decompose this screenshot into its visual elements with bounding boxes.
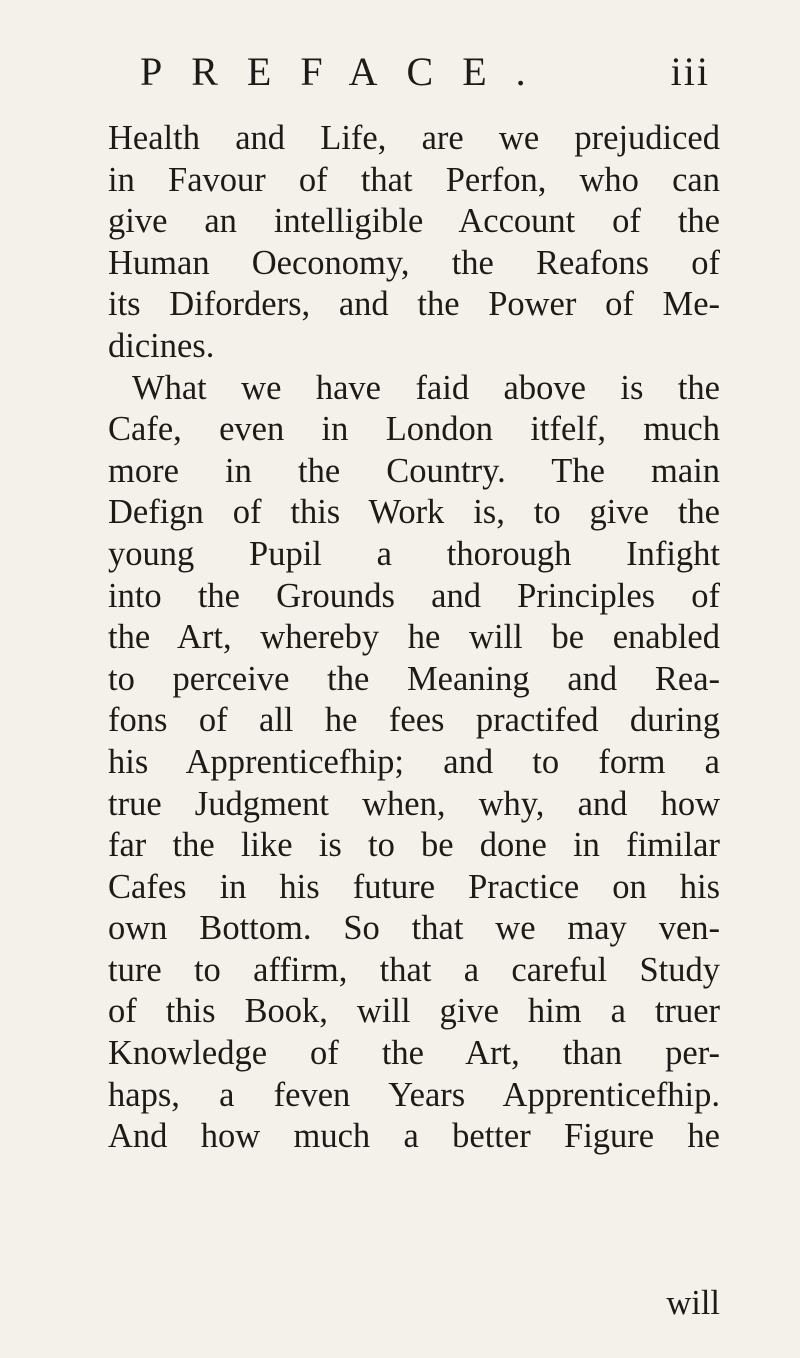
text-line: true Judgment when, why, and how bbox=[108, 784, 720, 823]
text-line: Cafes in his future Practice on his bbox=[108, 867, 720, 906]
text-line: What we have faid above is the bbox=[132, 368, 720, 407]
text-line: dicines. bbox=[108, 326, 215, 365]
text-line: Defign of this Work is, to give the bbox=[108, 493, 720, 532]
text-line: Knowledge of the Art, than per- bbox=[108, 1034, 720, 1073]
text-line: Human Oeconomy, the Reafons of bbox=[108, 243, 720, 282]
text-line: in Favour of that Perfon, who can bbox=[108, 160, 720, 199]
text-line: And how much a better Figure he bbox=[108, 1117, 720, 1156]
text-line: of this Book, will give him a truer bbox=[108, 992, 720, 1031]
text-line: own Bottom. So that we may ven- bbox=[108, 909, 720, 948]
text-line: his Apprenticefhip; and to form a bbox=[108, 742, 720, 781]
running-head: PREFACE. bbox=[140, 49, 555, 94]
text-line: fons of all he fees practifed during bbox=[108, 701, 720, 740]
page-number: iii bbox=[670, 49, 710, 94]
text-line: ture to affirm, that a careful Study bbox=[108, 950, 720, 989]
text-line: Cafe, even in London itfelf, much bbox=[108, 410, 720, 449]
text-line: into the Grounds and Principles of bbox=[108, 576, 720, 615]
text-line: to perceive the Meaning and Rea- bbox=[108, 659, 720, 698]
text-line: Health and Life, are we prejudiced bbox=[108, 119, 720, 157]
text-line: haps, a feven Years Apprenticefhip. bbox=[108, 1075, 720, 1114]
catchword: will bbox=[666, 1284, 720, 1322]
text-line: its Diforders, and the Power of Me- bbox=[108, 285, 720, 324]
text-line: more in the Country. The main bbox=[108, 451, 720, 490]
page-header bbox=[140, 42, 710, 102]
text-line: the Art, whereby he will be enabled bbox=[108, 618, 720, 657]
body-text bbox=[108, 118, 720, 1158]
text-line: give an intelligible Account of the bbox=[108, 202, 720, 241]
text-line: young Pupil a thorough Infight bbox=[108, 534, 720, 573]
text-line: far the like is to be done in fimilar bbox=[108, 826, 720, 865]
